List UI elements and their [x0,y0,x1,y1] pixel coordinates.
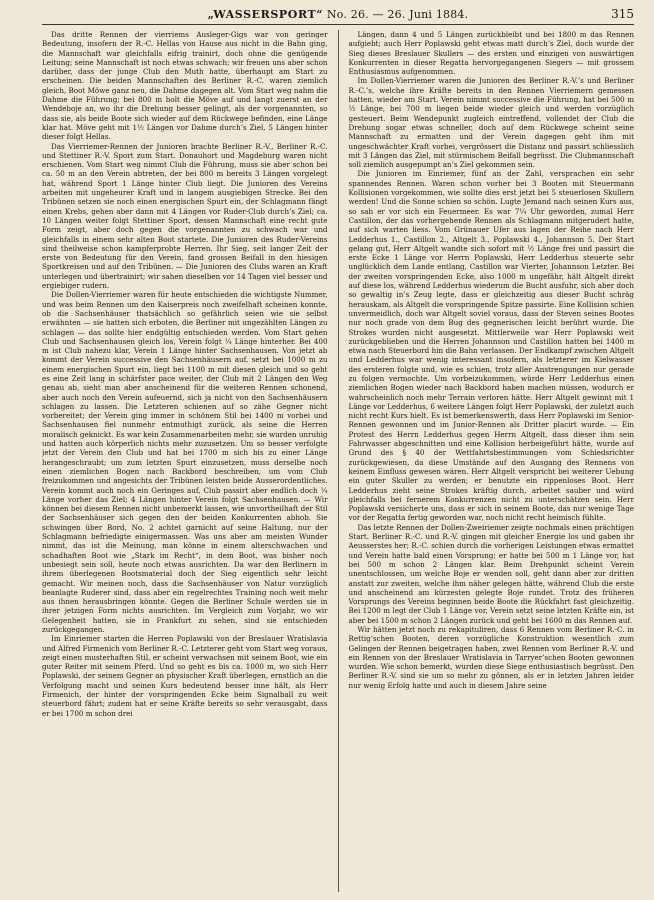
journal-name: „WASSERSPORT“ [207,8,324,21]
left-column [42,30,328,892]
paragraph: Wir hätten jetzt noch zu rekapituliren, dass 6 Rennen vom Berliner R.-C. in Rettig’schen Booten, deren vorzügliche Konstruktion wesentlich zum Gelingen der Rennen beigetragen haben, zwei Rennen vom Berliner R.-V. und ein Rennen von der Breslauer Wratislavia in Tarryer’schen Booten gewonnen wurden. Wie schon bemerkt, wurden diese Siege enthusiastisch begrüsst. Den Berliner R.-V. sind sie um so mehr zu gönnen, als er in letzten Jahren leider nur wenig Erfolg hatte und auch in diesem Jahre seine [348,625,634,690]
paragraph: Im Dollen-Vierriemer waren die Junioren des Berliner R.-V.’s und Berliner R.-C.’s, welche ihre Kräfte bereits in den Rennen Vierriemern gemessen hatten, wieder am Start. Verein nimmt successive die Führung, hat bei 500 m ½ Länge, bei 700 m liegen beide wieder gleich und werden vorzüglich gesteuert. Beim Wendepunkt zugleich eintreffend, vollendet der Club die Drehung sogar etwas schneller, doch auf dem Rückwege scheint seine Mannschaft zu ermatten und der Verein dagegen geht ihm mit ungeschwächter Kraft vorbei, vergrössert die Distanz und passirt schliesslich mit 3 Längen das Ziel, mit stürmischem Beifall begrüsst. Die Clubmannschaft soll ziemlich ausgepumpt an’s Ziel gekommen sein. [348,76,634,170]
issue-info: No. 26. — 26. Juni 1884. [323,8,469,21]
paragraph: Längen, dann 4 und 5 Längen zurückbleibt und bei 1800 m das Rennen aufgiebt; auch Herr Poplawski geht etwas matt durch’s Ziel, doch wurde der Sieg dieses Breslauer Skullers — des ersten und einzigen von auswärtigen Konkurrenten in dieser Regatta hervorgegangenen Siegers — mit grossem Enthusiasmus aufgenommen. [348,30,634,77]
running-title [42,8,634,21]
page-header [42,6,634,25]
paragraph: Im Einriemer starten die Herren Poplawski von der Breslauer Wratislavia und Alfred Firmenich vom Berliner R.-C. Letzterer geht vom Start weg voraus, zeigt einen musterhaften Stil, er scheint verwachsen mit seinem Boot, wie ein guter Reiter mit seinem Pferd. Und so geht es bis ca. 1000 m, wo sich Herr Poplawski, der seinem Gegner an physischer Kraft überlegen, ernstlich an die Verfolgung macht und seinen Kurs bedeutend besser inne hält, als Herr Firmenich, der hinter der vorspringenden Ecke beim Signalball zu weit steuerbord fährt; zudem hat er seine Kräfte bereits so sehr verausgabt, dass er bei 1700 m schon drei [42,634,328,718]
paragraph: Die Junioren im Einriemer, fünf an der Zahl, versprachen ein sehr spannendes Rennen. Waren schon vorher bei 3 Booten mit Steuermann Kollisionen vorgekommen, wie sollte dies erst jetzt bei 5 steuerlosen Skullern werden! Und die Sonne schien so schön. Lugte Jemand nach seinen Kurs aus, so sah er vor sich ein Feuermeer. Es war 7¼ Uhr geworden, zumal Herr Castillon, der das vorhergehende Rennen als Schlagmann mitgerudert hatte, auf sich warten liess. Vom Grünauer Ufer aus lagen der Reihe nach Herr Ledderhus 1., Castillon 2., Altgelt 3., Poplawski 4., Johannson 5. Der Start gelang gut, Herr Altgelt wandte sich sofort mit ½ Länge frei und passirt die erste Ecke 1 Länge vor Herrn Poplawski, Herr Ledderhus steuerte sehr unglücklich dem Lande entlang, Castillon war Vierter, Johannson Letzter. Bei der zweiten vorspringenden Ecke, also 1000 m ungefähr, hält Altgelt direkt auf diese los, während Ledderhus wiederum die Bucht ausfuhr, sich aber doch so gewaltig in’s Zeug legte, dass er gleichzeitig aus dieser Bucht schräg herauskam, als Altgelt die vorspringende Spitze passirte. Eine Kollision schien unvermeidlich, doch war Altgelt soviel voraus, dass der Steven seines Bootes nur noch grade von dem Bug des gegnerischen leicht berührt wurde. Die Strokes wurden nicht ausgesetzt. Mittlerweile war Herr Poplawski weit zurückgeblieben und die Herren Johannson und Castillon hatten bei 1400 m etwa nach Steuerbord hin die Bahn verlassen. Der Endkampf zwischen Altgelt und Ledderhus war wenig interessant insofern, als letzterer im Kielwasser des ersteren folgte und, wie es schien, trotz aller Anstrengungen nur gerade zu folgen vermochte. Um vorbeizukommen, würde Herr Ledderhus einen ziemlichen Bogen wieder nach Backbord haben machen müssen, wodurch er wahrscheinlich noch mehr Terrain verloren hätte. Herr Altgelt gewinnt mit 1 Länge vor Ledderhus, 6 weitere Längen folgt Herr Poplawski, der zuletzt auch nicht recht Kurs hielt. Es ist bemerkenswerth, dass Herr Poplawski im Senior-Rennen gewonnen und im Junior-Rennen als Dritter placirt wurde. — Ein Protest des Herrn Ledderhus gegen Herrn Altgelt, dass dieser ihm sein Fahrwasser abgeschnitten und eine Kollision herbeigeführt hätte, wurde auf Grund des § 40 der Wettfahrtsbestimmungen vom Schiedsrichter zurückgewiesen, da diese Umstände auf den Ausgang des Rennens von keinem Einfluss gewesen wären. Herr Altgelt verspricht bei weiterer Uebung ein guter Skuller zu werden; er benutzte ein rippenloses Boot. Herr Ledderhus zieht seine Strokes kräftig durch, arbeitet sauber und würd gleichfalls bei fernerem Konkurrenzen nicht zu unterschätzen sein. Herr Poplawski versicherte uns, dass er sich in seinem Boote, das nur wenige Tage vor der Regatta fertig geworden war, noch nicht recht heimisch fühlte. [348,169,634,523]
paragraph: Das letzte Rennen der Dollen-Zweiriemer zeigte nochmals einen prächtigen Start. Berliner R.-C. und R.-V. gingen mit gleicher Energie los und gaben ihr Aeusserstes her; R.-C. schien durch die vorherigen Leistungen etwas ermattet und Verein hatte bald einen Vorsprung; er hatte bei 500 m 1 Länge vor, hat bei 500 m schon 2 Längen klar. Beim Drehpunkt scheint Verein unentschlossen, um welche Boje er wenden soll, geht dann aber zur dritten anstatt zur zweiten, welche ihm näher gelegen hätte, während Club die erste und anscheinend am kürzesten gelegte Boje rundet. Trotz des früheren Vorsprungs des Vereins beginnen beide Boote die Rückfahrt fast gleichzeitig. Bei 1200 m legt der Club 1 Länge vor, Verein setzt seine letzten Kräfte ein, ist aber bei 1500 m schon 2 Längen zurück und geht bei 1600 m das Rennen auf. [348,522,634,625]
page-number: 315 [611,7,634,21]
text-columns [42,30,634,892]
paragraph: Die Dollen-Vierriemer waren für heute entschieden die wichtigste Nummer, und was beim Rennen um den Kaiserpreis noch zweifelhaft scheinen konnte, ob die Sachsenhäuser thatsächlich so gefährlich seien wie sie selbst erwähnten — sie hatten sich erboten, die Berliner mit ungezählten Längen zu schlagen — das sollte hier endgültig entschieden werden. Vom Start gehen Club und Sachsenhausen gleich los, Verein folgt ¼ Länge hinterher. Bei 400 m ist Club nahezu klar, Verein 1 Länge hinter Sachsenhausen. Von jetzt ab kommt der Verein successive den Sachsenhäusern auf, setzt bei 1000 m zu einem energischen Spurt ein, liegt bei 1100 m mit diesen gleich und so geht es eine Zeit lang in schärfster pace weiter, der Club mit 2 Längen den Weg genau ab, sieht man aber anscheinend für die weiteren Rennen schonend, aber auch noch den Verein aufeuernd, sich ja nicht von den Sachsenhäusern schlagen zu lassen. Die Letzteren schienen auf so zähe Gegner nicht vorbereitet; der Verein ging immer in schönem Stil bei 1400 m vorbei und Sachsenhausen fiel nunmehr entmuthigt zurück, als seine die Herren moralisch geknickt. Es war kein Zusammenarbeiten mehr, sie wurden unruhig und hatten auch körperlich nichts mehr zuzusetzen. Um so besser verfolgte jetzt der Verein den Club und hat bei 1700 m sich bis zu einer Länge herangeschraubt; um zum letzten Spurt einzusetzen, muss derselbe noch einen ziemlichen Bogen nach Backbord beschreiben, um vom Club freizukommen und angesichts der Tribünen leisten beide Ausserordentliches. Verein kommt auch noch ein Geringes auf, Club passirt aber endlich doch ¼ Länge vorher das Ziel; 4 Längen hinter Verein folgt Sachsenhausen. — Wir können bei diesem Rennen nicht unbemerkt lassen, wie unvortheilhaft der Stil der Sachsenhäuser sich gegen den der beiden Konkurrenten abhob. Sie schwingen über Bord, No. 2 achtet garnicht auf seine Haltung, nur der Schlagmann befriedigte einigermassen. Was uns aber am meisten Wunder nimmt, das ist die Meinung, man könne in einem alterschwachen und schadhaften Boot wie „Stark im Recht“, in dem Boot, was bisher noch unbesiegt sein soll, heute noch etwas ausrichten. Da war den Berlinern in ihrem überlegenen Bootsmaterial doch der Sieg eigentlich sehr leicht gemacht. Wir meinen noch, dass die Sachsenhäuser von Natur vorzüglich beanlagte Ruderer sind, dass aber ein regelrechtes Training noch weit mehr aus ihnen herausbringen könnte. Gegen die Berliner Schule werden sie in ihrer jetzigen Form nichts ausrichten. Im Vergleich zum Vorjahr, wo wir Gelegenheit hatten, sie in Frankfurt zu sehen, sind sie entschieden zurückgegangen. [42,290,328,634]
paragraph: Das Vierriemer-Rennen der Junioren brachte Berliner R.-V., Berliner R.-C. und Stettiner R.-V. Sport zum Start. Donauhort und Magdeburg waren nicht erschienen. Vom Start weg nimmt Club die Führung, muss sie aber schon bei ca. 50 m an den Verein abtreten, der bei 800 m bereits 3 Längen vorgelegt hat, während Sport 1 Länge hinter Club liegt. Die Junioren des Vereins arbeiten mit ungeheurer Kraft und in langem ausgiebigen Strecke. Bei den Tribünen setzen sie noch einen energischen Spurt ein, der Schlagmann fängt einen Krebs, gehen aber dann mit 4 Längen vor Ruder-Club durch’s Ziel; ca. 10 Längen weiter folgt Stettiner Sport, dessen Mannschaft eine recht gute Form zeigt, aber doch gegen die vorgenannten zu schwach war und gleichfalls in einem sehr alten Boot startete. Die Junioren des Ruder-Vereins sind theilweise schon kampferprobte Herren. Ihr Sieg, seit langer Zeit der erste von Bedeutung für den Verein, fand grossen Beifall in den hiesigen Sportkreisen und auf den Tribünen. — Die Junioren des Clubs waren an Kraft unterlegen und übertrainirt; wir sahen dieselben vor 14 Tagen viel besser und ergiebiger rudern. [42,141,328,291]
column-divider [338,30,339,892]
right-column [349,30,635,892]
paragraph: Das dritte Rennen der vierriems Ausleger-Gigs war von geringer Bedeutung, insofern der R.-C. Hellas von Hause aus nicht in die Bahn ging, die Mannschaft war gleichfalls eifrig trainirt, doch ohne die genügende Leitung; seine Mannschaft ist noch etwas schwach; wir freuen uns aber schon darüber, dass der junge Club den Muth hatte, überhaupt am Start zu erscheinen. Die beiden Mannschaften des Berliner R.-C. waren ziemlich gleich, Boot Möwe ganz neu, die Dahme dagegen alt. Vom Start weg nahm die Dahme die Führung; bei 800 m holt die Möve auf und langt zuerst an der Wendeboje an, wo ihr die Drehung besser gelingt, als der vorgenannten, so dass sie, als beide Boote sich wieder auf dem Rückwege befinden, eine Länge klar hat. Möve geht mit 1½ Längen vor Dahme durch’s Ziel, 5 Längen hinter dieser folgt Hellas. [42,30,328,142]
